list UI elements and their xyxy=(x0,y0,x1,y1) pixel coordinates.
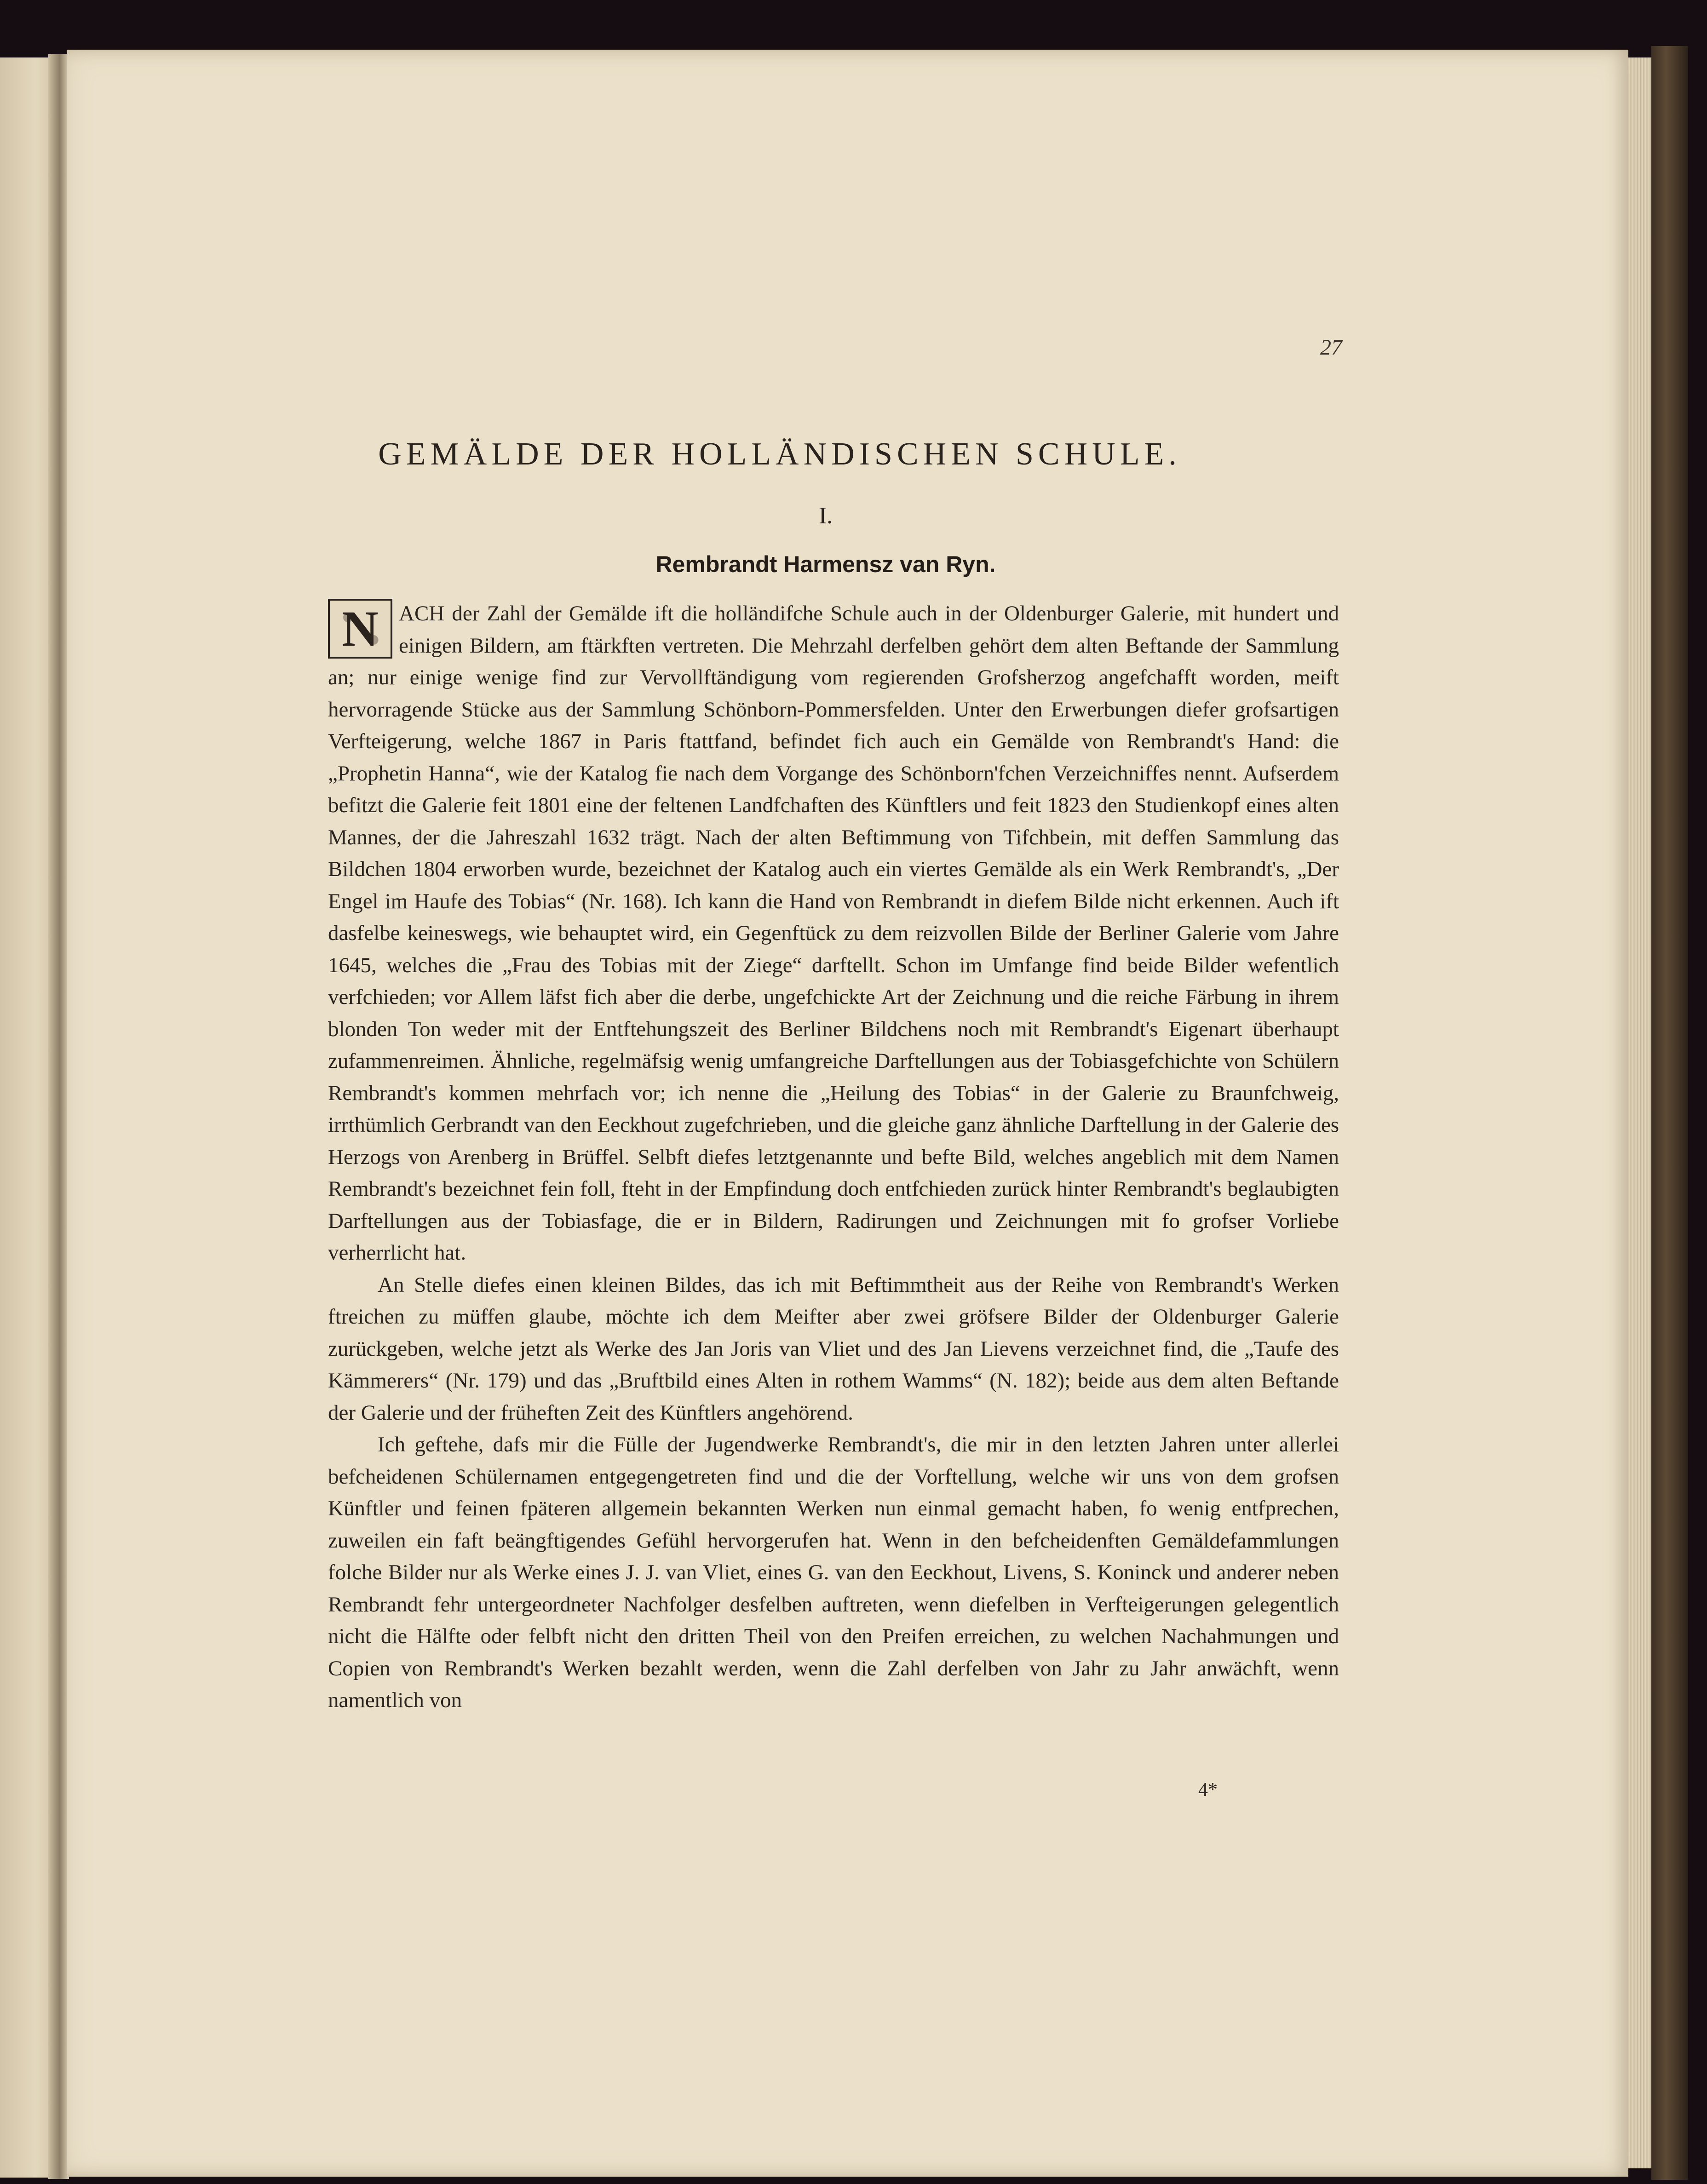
section-numeral: I. xyxy=(818,503,833,529)
body-text xyxy=(328,598,1339,1775)
paragraph-1 xyxy=(328,598,1339,1269)
section-subtitle: Rembrandt Harmensz van Ryn. xyxy=(655,551,996,577)
book-cover-edge xyxy=(1651,46,1688,2180)
page-number: 27 xyxy=(1320,335,1342,360)
paragraph-3: Ich geftehe, dafs mir die Fülle der Jugendwerke Rembrandt's, die mir in den letzten Jahren unter allerlei befcheidenen Schülernamen entgegengetreten find und die der Vorftellung, welche wir uns von dem grofsen Künftler und feinen fpäteren allgemein bekannten Werken nun einmal gemacht haben, fo wenig entfprechen, zuweilen ein faft beängftigendes Gefühl hervorgerufen hat. Wenn in den befcheidenften Gemäldefammlungen folche Bilder nur als Werke eines J. J. van Vliet, eines G. van den Eeckhout, Livens, S. Koninck und anderer neben Rembrandt fehr untergeordneter Nachfolger desfelben auftreten, wenn diefelben in Verfteigerungen gelegentlich nicht die Hälfte oder felbft nicht den dritten Theil von den Preifen erreichen, zu welchen Nachahmungen und Copien von Rembrandt's Werken bezahlt werden, wenn die Zahl derfelben von Jahr zu Jahr anwächft, wenn namentlich von xyxy=(328,1433,1339,1712)
signature-mark: 4* xyxy=(1198,1779,1218,1800)
ornamental-drop-cap: N xyxy=(328,599,392,659)
book-gutter xyxy=(48,54,69,2179)
paragraph-1-text: ACH der Zahl der Gemälde ift die holländifche Schule auch in der Oldenburger Galerie, mit hundert und einigen Bildern, am ftärkften vertreten. Die Mehrzahl derfelben gehört dem alten Beftande der Sammlung an; nur einige wenige find zur Vervollftändigung vom regierenden Grofsherzog angefchafft worden, meift hervorragende Stücke aus der Sammlung Schönborn-Pommersfelden. Unter den Erwerbungen diefer grofsartigen Verfteigerung, welche 1867 in Paris ftattfand, befindet fich auch ein Gemälde von Rembrandt's Hand: die „Prophetin Hanna“, wie der Katalog fie nach dem Vorgange des Schönborn'fchen Verzeichniffes nennt. Aufserdem befitzt die Galerie feit 1801 eine der feltenen Landfchaften des Künftlers und feit 1823 den Studienkopf eines alten Mannes, der die Jahreszahl 1632 trägt. Nach der alten Beftimmung von Tifchbein, mit deffen Sammlung das Bildchen 1804 erworben wurde, bezeichnet der Katalog auch ein viertes Gemälde als ein Werk Rembrandt's, „Der Engel im Haufe des Tobias“ (Nr. 168). Ich kann die Hand von Rembrandt in diefem Bilde nicht erkennen. Auch ift dasfelbe keineswegs, wie behauptet wird, ein Gegenftück zu dem reizvollen Bilde der Berliner Galerie vom Jahre 1645, welches die „Frau des Tobias mit der Ziege“ darftellt. Schon im Umfange find beide Bilder wefentlich verfchieden; vor Allem läfst fich aber die derbe, ungefchickte Art der Zeichnung und die reiche Färbung in ihrem blonden Ton weder mit der Entftehungszeit des Berliner Bildchens noch mit Rembrandt's Eigenart überhaupt zufammenreimen. Ähnliche, regelmäfsig wenig umfangreiche Darftellungen aus der Tobiasgefchichte von Schülern Rembrandt's kommen mehrfach vor; ich nenne die „Heilung des Tobias“ in der Galerie zu Braunfchweig, irrthümlich Gerbrandt van den Eeckhout zugefchrieben, und die gleiche ganz ähnliche Darftellung in der Galerie des Herzogs von Arenberg in Brüffel. Selbft diefes letztgenannte und befte Bild, welches angeblich mit dem Namen Rembrandt's bezeichnet fein foll, fteht in der Empfindung doch entfchieden zurück hinter Rembrandt's beglaubigten Darftellungen aus der Tobiasfage, die er in Bildern, Radirungen und Zeichnungen mit fo grofser Vorliebe verherrlicht hat. xyxy=(328,602,1339,1265)
page-title: GEMÄLDE DER HOLLÄNDISCHEN SCHULE. xyxy=(378,436,1181,472)
paragraph-2: An Stelle diefes einen kleinen Bildes, das ich mit Beftimmtheit aus der Reihe von Rembrandt's Werken ftreichen zu müffen glaube, möchte ich dem Meifter aber zwei gröfsere Bilder der Oldenburger Galerie zurückgeben, welche jetzt als Werke des Jan Joris van Vliet und des Jan Lievens verzeichnet find, die „Taufe des Kämmerers“ (Nr. 179) und das „Bruftbild eines Alten in rothem Wamms“ (N. 182); beide aus dem alten Beftande der Galerie und der früheften Zeit des Künftlers angehörend. xyxy=(328,1273,1339,1425)
